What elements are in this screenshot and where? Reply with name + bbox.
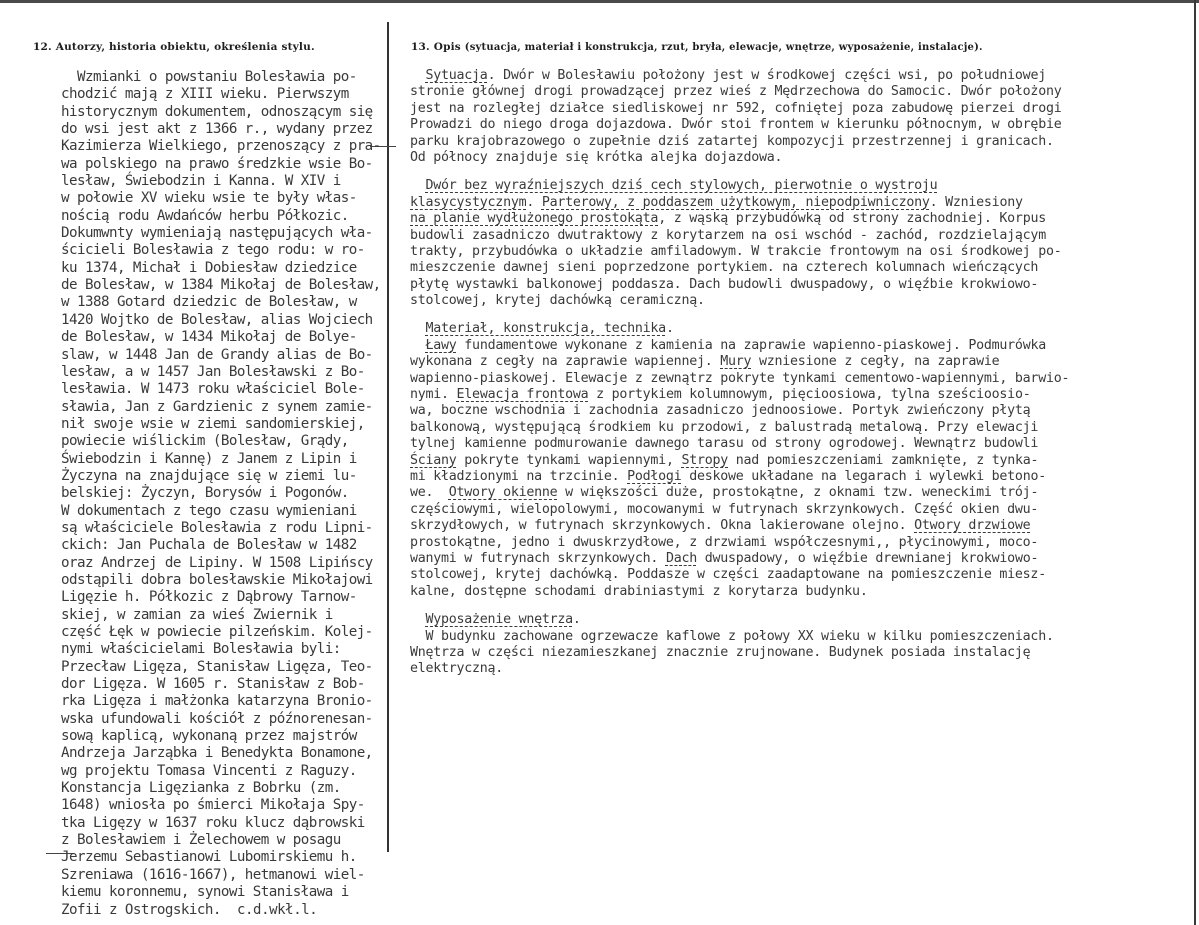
underlined-term: Dwór bez wyraźniejszych dziś cech stylowych, pierwotnie o wystroju <box>425 178 938 194</box>
text-line: z Bolesławiem i Żelechowem w posagu <box>61 832 341 849</box>
text-line: Dokumwnty wymieniają następujących wła- <box>61 225 373 242</box>
text-line: balkonową, występującą środkiem ku przodowi, z balustradą metalową. Przy elewacji <box>410 419 1039 435</box>
text-line: wg projektu Tomasa Vincenti z Raguzy. <box>61 762 357 779</box>
text-line: część Łęk w powiecie pilzeńskim. Kolej- <box>61 624 373 640</box>
text-line: Wzmianki o powstaniu Bolesławia po- <box>61 69 357 85</box>
interior-paragraph <box>410 629 1170 678</box>
text-line: parku krajobrazowego o zupełnie dziś zatartej kompozycji przestrzennej i granicach. <box>410 133 1054 149</box>
text-line: kiemu koronnemu, synowi Stanisława i <box>61 884 349 901</box>
text-line: na planie wydłużonego prostokąta, z wąską przybudówką od strony zachodniej. Korpus <box>410 211 1046 227</box>
text-line: wa polskiego na prawo średzkie wsie Bo- <box>61 155 373 172</box>
material-paragraph <box>410 338 1170 600</box>
text-line: są właściciele Bolesławia z rodu Lipni- <box>61 519 373 536</box>
section-12-header: 12. Autorzy, historia obiektu, określenia stylu. <box>33 41 315 53</box>
text-line: oraz Andrzej de Lipiny. W 1508 Lipińscy <box>61 554 373 571</box>
text-line: nymi właścicielami Bolesławia byli: <box>61 641 341 658</box>
text-line: ścicieli Bolesławia z tego rodu: w ro- <box>61 242 365 259</box>
underlined-term: klasycystycznym <box>410 194 527 210</box>
interior-heading-line: Wyposażenie wnętrza. <box>425 612 581 628</box>
text-line: dor Ligęza. W 1605 r. Stanisław z Bob- <box>61 676 365 693</box>
underlined-term: Stropy <box>681 452 729 468</box>
situation-first-line: Sytuacja. Dwór w Bolesławiu położony jest w środkowej części wsi, po południowej <box>425 68 1046 83</box>
text-line: Andrzeja Jarząbka i Benedykta Bonamone, <box>61 745 373 762</box>
underlined-term: Otwory okienne <box>448 485 558 501</box>
text-line: stolcowej, krytej dachówką. Poddasze w części zaadaptowane na pomieszczenie miesz- <box>410 567 1046 583</box>
interior-heading: Wyposażenie wnętrza <box>425 612 573 628</box>
text-line: W budynku zachowane ogrzewacze kaflowe z połowy XX wieku w kilku pomieszczeniach. <box>410 628 1054 644</box>
text-line: nością rodu Awdańców herbu Półkozic. <box>61 207 349 224</box>
text-line: chodzić mają z XIII wieku. Pierwszym <box>61 86 349 103</box>
material-heading-line: Materiał, konstrukcja, technika. <box>425 321 674 337</box>
text-line: wykonana z cegły na zaprawie wapiennej. Mury wzniesione z cegły, na zaprawie <box>410 354 1000 370</box>
style-paragraph <box>410 178 1170 309</box>
text-line: Ligęzie h. Półkozic z Dąbrowy Tarnow- <box>61 589 357 606</box>
section-13-number: 13. Opis <box>411 41 461 53</box>
underlined-term: Ściany <box>410 452 457 468</box>
text-line: płytę wystawki balkonowej poddasza. Dach budowli dwuspadowy, o więźbie krokwiowo- <box>410 276 1039 292</box>
underlined-term: Otwory drzwiowe <box>914 518 1031 534</box>
history-text <box>61 69 391 919</box>
page-right-edge <box>1194 0 1196 925</box>
text-line: ku 1374, Michał i Dobiesław dziedzice <box>61 259 357 276</box>
text-line: wska ufundowali kościół z późnorenesan- <box>61 710 373 727</box>
text-line: Jerzemu Sebastianowi Lubomirskiemu h. <box>61 849 357 866</box>
text-line: odstąpili dobra bolesławskie Mikołajowi <box>61 571 373 588</box>
text-line: de Bolesław, w 1384 Mikołaj de Bolesław, <box>61 277 381 294</box>
text-line: 1420 Wojtko de Bolesław, alias Wojciech <box>61 311 373 328</box>
section-13-subtitle: (sytuacja, materiał i konstrukcja, rzut, bryła, elewacje, wnętrze, wyposażenie, instalacje). <box>464 42 983 53</box>
text-line: belskiej: Życzyn, Borysów i Pogonów. <box>61 485 349 502</box>
text-line: w połowie XV wieku wsie te były włas- <box>61 190 357 207</box>
text-line: Ławy fundamentowe wykonane z kamienia na zaprawie wapienno-piaskowej. Podmurówka <box>425 337 1046 353</box>
text-line: nymi. Elewacja frontowa z portykiem kolumnowym, pięcioosiowa, tylna sześcioosio- <box>410 387 1031 403</box>
text-line: jest na rozległej działce siedliskowej nr 592, cofniętej poza zabudowę pierzei drogi <box>410 100 1062 116</box>
text-line: stronie głównej drogi prowadzącej przez wieś z Mędrzechowa do Samocic. Dwór położony <box>410 84 1062 100</box>
text-line: W dokumentach z tego czasu wymieniani <box>61 502 357 519</box>
continuation-note: c.d.wkł.l. <box>237 902 318 918</box>
text-line: skiej, w zamian za wieś Zwiernik i <box>61 606 333 623</box>
text-line: wapienno-piaskowej. Elewacje z zewnątrz pokryte tynkami cementowo-wapiennymi, barwio- <box>410 370 1070 386</box>
text-line: budowli zasadniczo dwutraktowy z korytarzem na osi wschód - zachód, rozdzielającym <box>410 227 1046 243</box>
underlined-term: na planie wydłużonego prostokąta <box>410 211 659 227</box>
text-line: do wsi jest akt z 1366 r., wydany przez <box>61 121 373 138</box>
text-line: historycznym dokumentem, odnoszącym się <box>61 103 373 120</box>
text-line: sławia, Jan z Gardzienic z synem zamie- <box>61 398 373 415</box>
underlined-term: Dach <box>665 550 697 566</box>
text-line: elektryczną. <box>410 661 504 677</box>
text-line: ckich: Jan Puchala de Bolesław w 1482 <box>61 537 357 554</box>
text-line: częściowymi, wielopolowymi, mocowanymi w futrynach skrzynkowych. Część okien dwu- <box>410 501 1039 517</box>
text-line: klasycystycznym. Parterowy, z poddaszem użytkowym, niepodpiwniczony. Wzniesiony <box>410 194 1023 210</box>
text-line: Wnętrza w części niezamieszkanej znacznie zrujnowane. Budynek posiada instalację <box>410 644 1031 660</box>
text-line: Od północy znajduje się krótka alejka dojazdowa. <box>410 149 783 165</box>
underlined-term: Parterowy, z poddaszem użytkowym, niepodpiwniczony <box>541 194 930 210</box>
underlined-term: Ławy <box>425 337 457 353</box>
underlined-term: Mury <box>720 354 752 370</box>
text-line: mieszczenie dawnej sieni poprzedzone portykiem. na czterech kolumnach wieńczących <box>410 260 1039 276</box>
text-line: lesławia. W 1473 roku właściciel Bole- <box>61 381 365 398</box>
text-line: Zofii z Ostrogskich. <box>61 901 221 918</box>
text-line: Prowadzi do niego droga dojazdowa. Dwór stoi frontem w kierunku północnym, w obrębie <box>410 117 1062 133</box>
text-line: Konstancja Ligęzianka z Bobrku (zm. <box>61 780 341 797</box>
text-line: powiecie wiślickim (Bolesław, Grądy, <box>61 433 349 450</box>
text-line: Szreniawa (1616-1667), hetmanowi wiel- <box>61 866 365 883</box>
text-line: w 1388 Gotard dziedzic de Bolesław, w <box>61 294 357 311</box>
situation-heading: Sytuacja <box>425 68 488 83</box>
material-heading: Materiał, konstrukcja, technika <box>425 321 666 337</box>
text-line: stolcowej, krytej dachówką ceramiczną. <box>410 293 705 309</box>
text-line: Ściany pokryte tynkami wapiennymi, Stropy nad pomieszczeniami zamknięte, z tynka- <box>410 452 1039 468</box>
section-13-header <box>411 41 983 53</box>
text-line: slaw, w 1448 Jan de Grandy alias de Bo- <box>61 346 373 363</box>
text-line: we. Otwory okienne w większości duże, prostokątne, z oknami tzw. weneckimi trój- <box>410 485 1039 501</box>
text-line: rka Ligęza i małżonka katarzyna Bronio- <box>61 693 373 710</box>
text-line: prostokątne, jedno i dwuskrzydłowe, z drzwiami współczesnymi,, płycinowymi, moco- <box>410 534 1039 550</box>
text-line <box>410 178 1170 194</box>
underlined-term: Podłogi <box>627 468 682 484</box>
situation-paragraph <box>410 84 1170 166</box>
text-line: sową kaplicą, wykonaną przez majstrów <box>61 728 357 745</box>
text-line: lesław, a w 1457 Jan Bolesławski z Bo- <box>61 363 365 380</box>
text-line: mi kładzionymi na trzcinie. Podłogi deskowe układane na legarach i wylewki betono- <box>410 468 1046 484</box>
text-line: Przecław Ligęza, Stanisław Ligęza, Teo- <box>61 658 373 675</box>
text-line: tka Ligęzy w 1637 roku klucz dąbrowski <box>61 814 365 831</box>
text-line: Kazimierza Wielkiego, przenoszący z pra- <box>61 138 381 155</box>
underlined-term: Elewacja frontowa <box>456 387 589 403</box>
description-text <box>410 68 1170 678</box>
text-line: Świebodzin i Kannę) z Janem z Lipin i <box>61 450 357 467</box>
text-line: skrzydłowych, w futrynach skrzynkowych. Okna lakierowane olejno. Otwory drzwiowe <box>410 518 1031 534</box>
text-line: de Bolesław, w 1434 Mikołaj de Bolye- <box>61 329 357 346</box>
page-top-edge <box>0 0 1199 3</box>
text-line: kalne, dostępne schodami drabiniastymi z korytarza budynku. <box>410 583 868 599</box>
text-line: Życzyna na znajdujące się w ziemi lu- <box>61 467 357 484</box>
text-line: nił swoje wsie w ziemi sandomierskiej, <box>61 415 365 432</box>
text-line: wanymi w futrynach skrzynkowych. Dach dwuspadowy, o więźbie drewnianej krokwiowo- <box>410 550 1039 566</box>
text-line: tylnej kamienne podmurowanie dawnego tarasu od strony ogrodowej. Wewnątrz budowli <box>410 436 1039 452</box>
text-line: lesław, Świebodzin i Kanna. W XIV i <box>61 173 341 190</box>
text-line: wa, boczne wschodnia i zachodnia zasadniczo jednoosiowe. Portyk zwieńczony płytą <box>410 403 1031 419</box>
text-line: 1648) wniosła po śmierci Mikołaja Spy- <box>61 797 365 814</box>
text-line: trakty, przybudówka o układzie amfiladowym. W trakcie frontowym na osi środkowej po- <box>410 243 1062 259</box>
